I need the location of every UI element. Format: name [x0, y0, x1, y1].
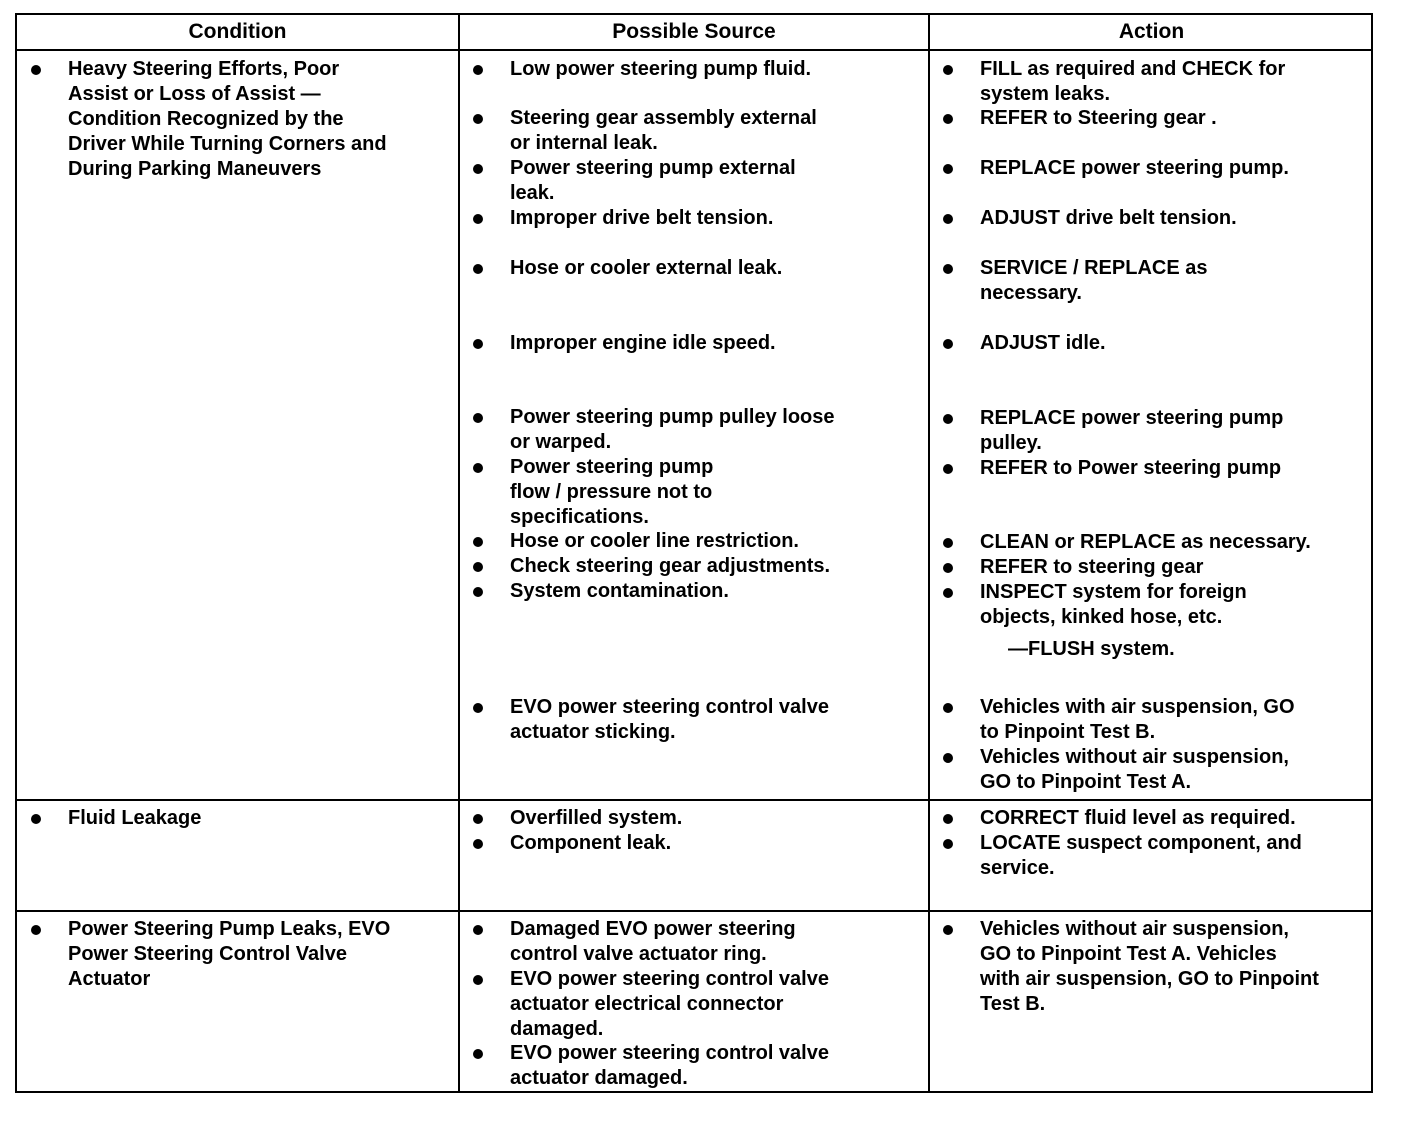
header-condition: Condition: [188, 20, 287, 43]
bullet-icon: [473, 214, 483, 224]
action-item: REPLACE power steering pump pulley.: [943, 406, 1369, 456]
source-item: System contamination.: [473, 579, 923, 604]
source-item: EVO power steering control valve actuator damaged.: [473, 1041, 923, 1091]
bullet-icon: [943, 414, 953, 424]
action-item: FILL as required and CHECK for system leaks.: [943, 57, 1369, 107]
bullet-icon: [473, 537, 483, 547]
header-divider: [17, 49, 1371, 51]
source-item: EVO power steering control valve actuator sticking.: [473, 695, 923, 745]
source-item: Improper drive belt tension.: [473, 206, 923, 231]
header-action: Action: [1118, 20, 1185, 43]
action-item: CLEAN or REPLACE as necessary.: [943, 530, 1369, 555]
bullet-icon: [943, 588, 953, 598]
source-item: Hose or cooler line restriction.: [473, 529, 923, 554]
bullet-icon: [943, 214, 953, 224]
row-divider: [17, 799, 1371, 801]
source-item: Power steering pump pulley loose or warped.: [473, 405, 923, 455]
action-item: LOCATE suspect component, and service.: [943, 831, 1369, 881]
source-item: EVO power steering control valve actuator electrical connector damaged.: [473, 967, 923, 1042]
source-item: Power steering pump external leak.: [473, 156, 923, 206]
source-item: Low power steering pump fluid.: [473, 57, 923, 82]
bullet-icon: [943, 65, 953, 75]
source-item: Hose or cooler external leak.: [473, 256, 923, 281]
bullet-icon: [473, 814, 483, 824]
action-item: Vehicles without air suspension, GO to Pinpoint Test A. Vehicles with air suspension, GO to Pinpoint Test B.: [943, 917, 1369, 1017]
source-item: Check steering gear adjustments.: [473, 554, 923, 579]
action-item: REFER to Power steering pump: [943, 456, 1369, 481]
bullet-icon: [943, 814, 953, 824]
column-divider: [458, 15, 460, 1091]
bullet-icon: [943, 339, 953, 349]
action-item: REPLACE power steering pump.: [943, 156, 1369, 181]
source-item: Power steering pump flow / pressure not to specifications.: [473, 455, 923, 530]
bullet-icon: [473, 339, 483, 349]
action-item: Vehicles with air suspension, GO to Pinpoint Test B.: [943, 695, 1369, 745]
bullet-icon: [473, 463, 483, 473]
bullet-icon: [943, 114, 953, 124]
header-possible-source: Possible Source: [612, 20, 776, 43]
bullet-icon: [943, 753, 953, 763]
action-subitem: —FLUSH system.: [1008, 638, 1175, 660]
bullet-icon: [473, 114, 483, 124]
bullet-icon: [943, 264, 953, 274]
bullet-icon: [31, 814, 41, 824]
bullet-icon: [473, 975, 483, 985]
bullet-icon: [473, 839, 483, 849]
bullet-icon: [943, 538, 953, 548]
bullet-icon: [943, 839, 953, 849]
source-item: Improper engine idle speed.: [473, 331, 923, 356]
bullet-icon: [943, 164, 953, 174]
action-item: REFER to steering gear: [943, 555, 1369, 580]
diagnosis-table: [15, 13, 1373, 1093]
bullet-icon: [473, 264, 483, 274]
condition-item: Heavy Steering Efforts, Poor Assist or Loss of Assist — Condition Recognized by the Driver While Turning Corners and During Parking Maneuvers: [31, 57, 451, 182]
column-divider: [928, 15, 930, 1091]
bullet-icon: [473, 65, 483, 75]
bullet-icon: [31, 925, 41, 935]
action-item: REFER to Steering gear .: [943, 106, 1369, 131]
bullet-icon: [473, 562, 483, 572]
source-item: Steering gear assembly external or internal leak.: [473, 106, 923, 156]
action-item: ADJUST idle.: [943, 331, 1369, 356]
action-item: ADJUST drive belt tension.: [943, 206, 1369, 231]
action-item: INSPECT system for foreign objects, kinked hose, etc.: [943, 580, 1369, 630]
bullet-icon: [943, 464, 953, 474]
source-item: Damaged EVO power steering control valve actuator ring.: [473, 917, 923, 967]
bullet-icon: [943, 563, 953, 573]
bullet-icon: [473, 587, 483, 597]
bullet-icon: [473, 925, 483, 935]
action-item: SERVICE / REPLACE as necessary.: [943, 256, 1369, 306]
condition-item: Fluid Leakage: [31, 806, 451, 831]
condition-item: Power Steering Pump Leaks, EVO Power Steering Control Valve Actuator: [31, 917, 451, 992]
bullet-icon: [473, 703, 483, 713]
source-item: Component leak.: [473, 831, 923, 856]
source-item: Overfilled system.: [473, 806, 923, 831]
action-item: CORRECT fluid level as required.: [943, 806, 1369, 831]
bullet-icon: [473, 1049, 483, 1059]
bullet-icon: [473, 413, 483, 423]
bullet-icon: [31, 65, 41, 75]
action-item: Vehicles without air suspension, GO to Pinpoint Test A.: [943, 745, 1369, 795]
bullet-icon: [473, 164, 483, 174]
bullet-icon: [943, 925, 953, 935]
row-divider: [17, 910, 1371, 912]
bullet-icon: [943, 703, 953, 713]
